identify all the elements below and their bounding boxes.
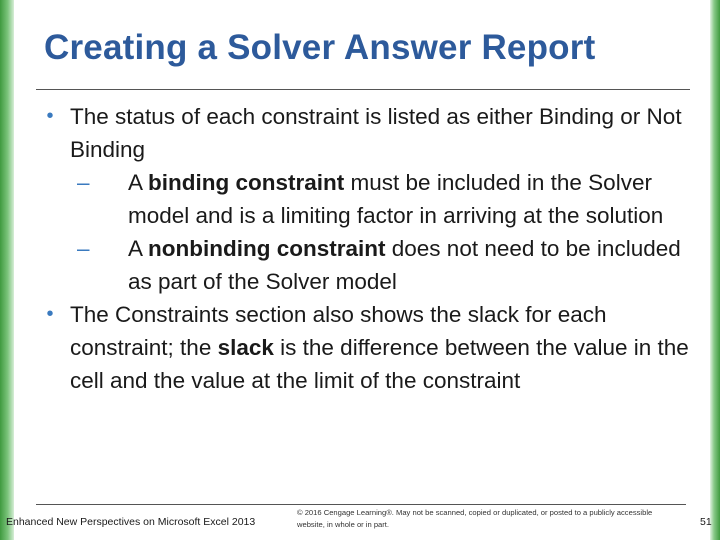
text-segment: must be included in the Solver model and is a limiting factor in arriving at the solution	[128, 170, 664, 228]
bullet-item	[30, 100, 690, 166]
page-number: 51	[700, 516, 712, 528]
title-divider	[36, 89, 690, 90]
bullet-item	[30, 298, 690, 397]
left-accent-band	[0, 0, 14, 540]
text-segment: is the difference between the value in the cell and the value at the limit of the constraint	[70, 335, 689, 393]
bullet-icon: •	[46, 303, 54, 325]
sub-bullet-item: – A nonbinding constraint does not need to be included as part of the Solver model	[30, 232, 690, 298]
text-segment: does not need to be included as part of the Solver model	[128, 236, 681, 294]
footer-divider	[36, 504, 686, 505]
sub-bullet-item: – A binding constraint must be included in the Solver model and is a limiting factor in arriving at the solution	[30, 166, 690, 232]
bullet-text	[70, 104, 682, 162]
bullet-text	[128, 232, 690, 298]
bullet-text	[70, 302, 689, 393]
footer-copyright: © 2016 Cengage Learning®. May not be scanned, copied or duplicated, or posted to a publicly accessible website, in whole or in part.	[297, 508, 653, 529]
bold-term: nonbinding constraint	[148, 236, 386, 261]
bold-term: binding constraint	[148, 170, 345, 195]
bold-term: slack	[217, 335, 274, 360]
slide-title: Creating a Solver Answer Report	[44, 28, 596, 67]
text-segment: A	[128, 170, 149, 195]
text-segment: A	[128, 236, 149, 261]
bullet-text	[128, 166, 690, 232]
bullet-icon: •	[46, 105, 54, 127]
right-accent-band	[710, 0, 720, 540]
slide-body	[30, 100, 690, 397]
footer-course-title: Enhanced New Perspectives on Microsoft Excel 2013	[6, 516, 256, 528]
text-segment: The Constraints section also shows the slack for each constraint; the	[70, 302, 607, 360]
text-segment: The status of each constraint is listed as either Binding or Not Binding	[70, 104, 682, 162]
